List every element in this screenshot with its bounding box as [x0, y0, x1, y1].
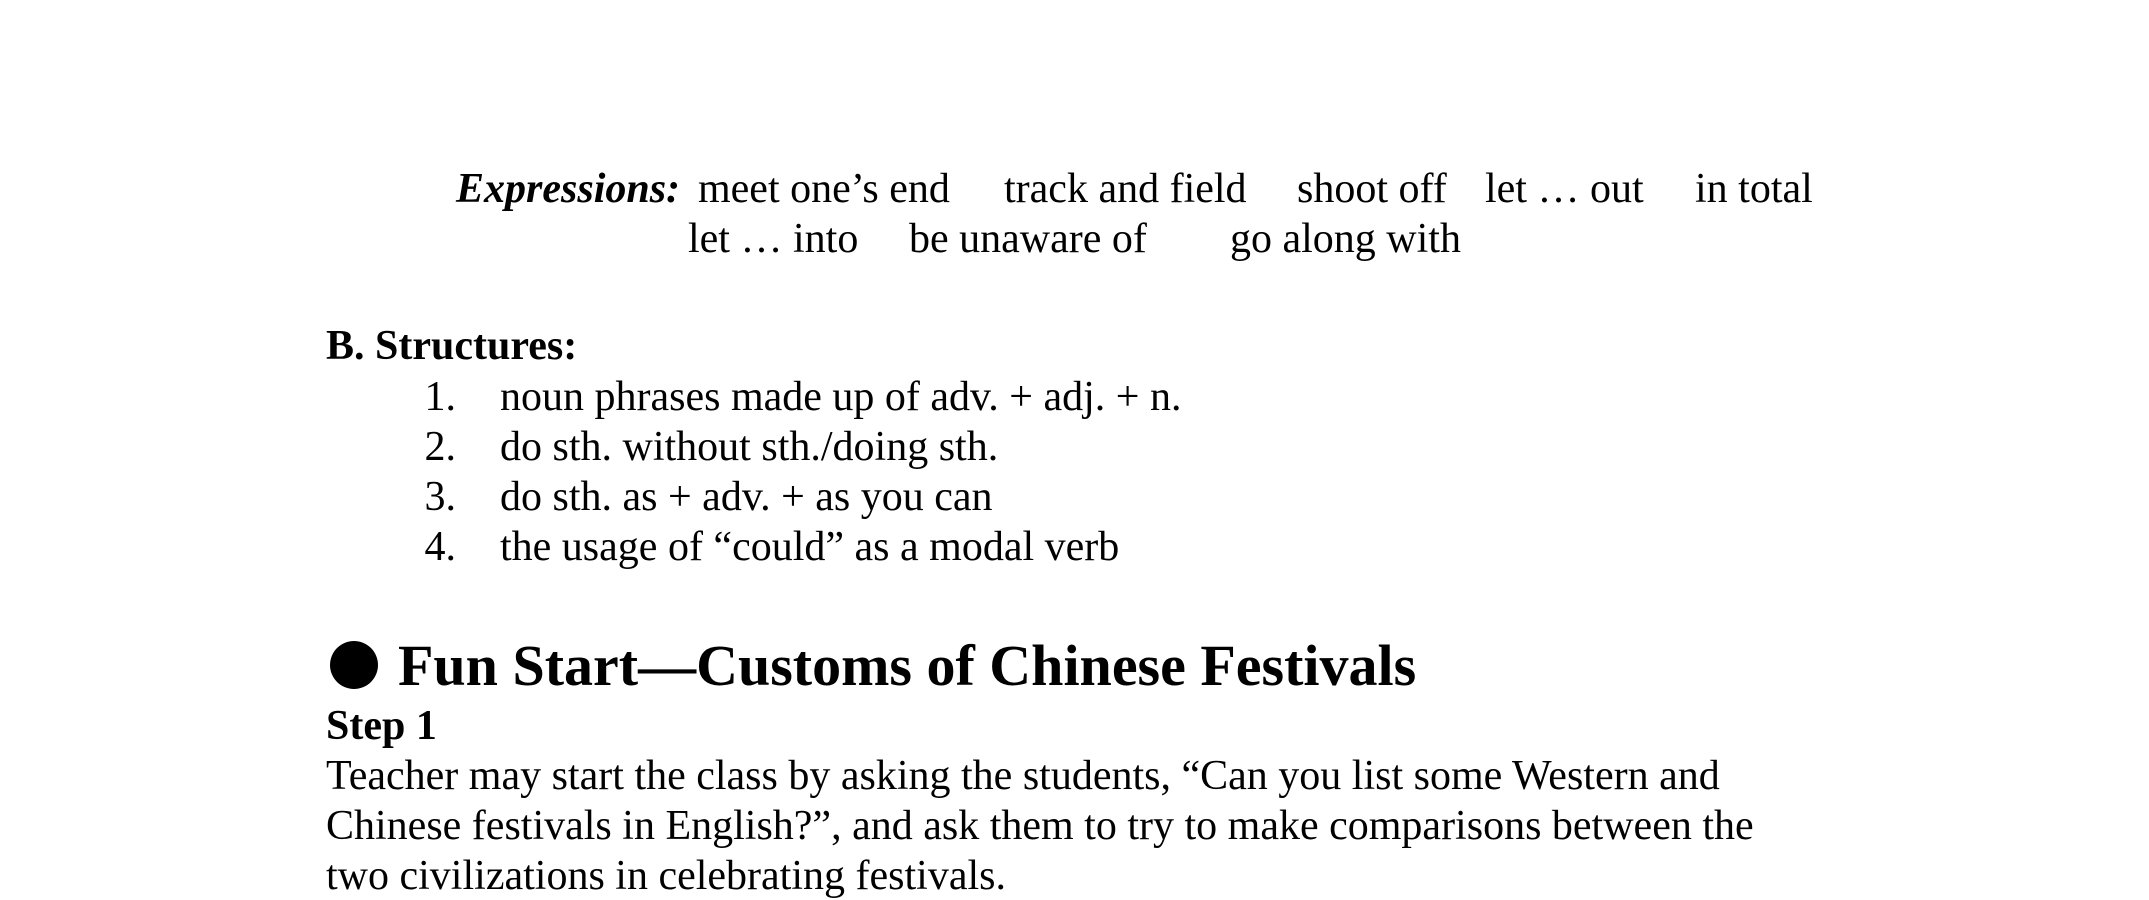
expression-item: shoot off: [1297, 166, 1447, 212]
expressions-label: Expressions:: [456, 166, 681, 212]
list-item: the usage of “could” as a modal verb: [500, 524, 1120, 570]
expression-item: in total: [1695, 166, 1813, 212]
section-title: Fun Start—Customs of Chinese Festivals: [398, 633, 1417, 698]
list-number: 1.: [424, 374, 456, 420]
expression-item: be unaware of: [909, 216, 1147, 262]
expression-item: let … into: [688, 216, 859, 262]
bullet-icon: [330, 641, 378, 689]
paragraph-line: two civilizations in celebrating festivals.: [326, 853, 1006, 899]
list-number: 3.: [424, 474, 456, 520]
structures-heading: B. Structures:: [326, 323, 578, 369]
expression-item: track and field: [1004, 166, 1247, 212]
list-number: 2.: [424, 424, 456, 470]
step-label: Step 1: [326, 703, 437, 749]
expression-item: let … out: [1485, 166, 1644, 212]
expression-item: meet one’s end: [698, 166, 950, 212]
list-item: do sth. without sth./doing sth.: [500, 424, 999, 470]
paragraph-line: Chinese festivals in English?”, and ask them to try to make comparisons between the: [326, 803, 1754, 849]
list-item: noun phrases made up of adv. + adj. + n.: [500, 374, 1182, 420]
expression-item: go along with: [1230, 216, 1461, 262]
paragraph-line: Teacher may start the class by asking the students, “Can you list some Western and: [326, 753, 1720, 799]
list-item: do sth. as + adv. + as you can: [500, 474, 993, 520]
list-number: 4.: [424, 524, 456, 570]
